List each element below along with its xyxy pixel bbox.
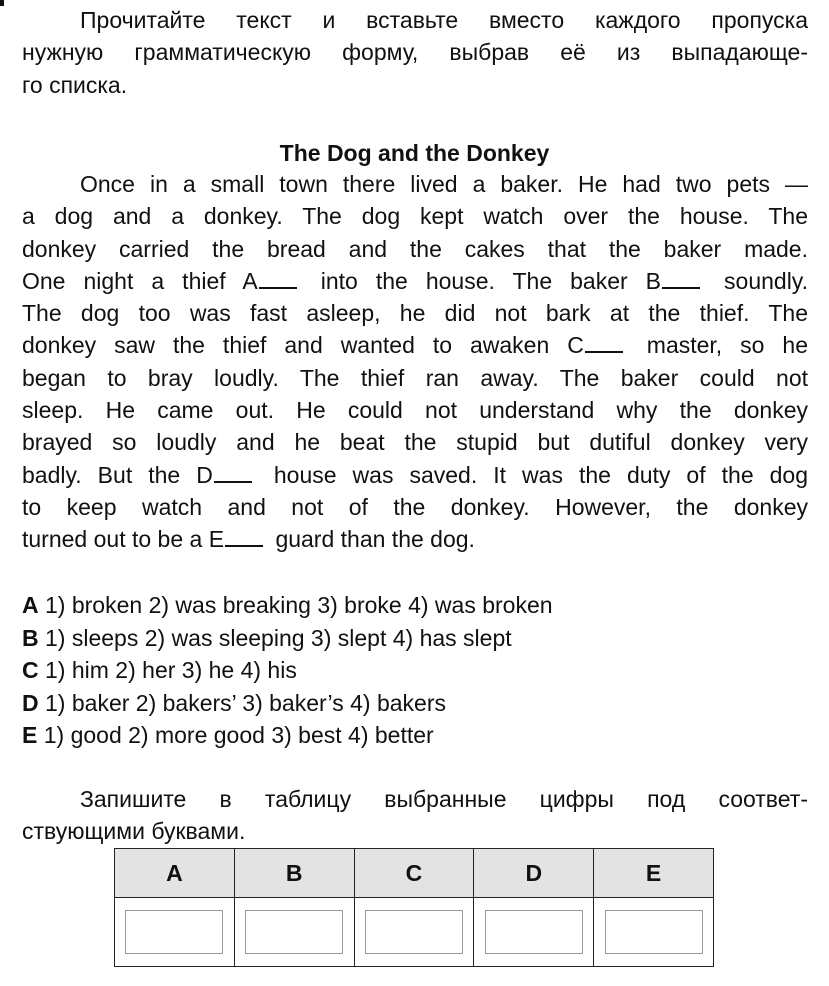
gap-a-blank: [259, 269, 297, 289]
option-row-a: [22, 589, 808, 622]
gap-e-blank: [225, 527, 263, 547]
option-row-b: [22, 622, 808, 655]
task-line: ствующими буквами.: [22, 818, 246, 845]
story-fragment: house was saved. It was the duty of the dog: [273, 461, 808, 488]
instruction-line: го списка.: [22, 71, 128, 98]
answer-cell: [474, 898, 594, 967]
story-line: a dog and a donkey. The dog kept watch over the house. The: [22, 203, 808, 230]
option-row-e: [22, 719, 808, 752]
story-fragment: One night a thief A: [22, 267, 258, 294]
story-fragment: badly. But the D: [22, 461, 213, 488]
option-letter: A: [22, 592, 39, 618]
column-header-c: C: [354, 849, 474, 898]
story-line: Once in a small town there lived a baker. He had two pets —: [80, 171, 808, 197]
story-line: to keep watch and not of the donkey. However, the donkey: [22, 493, 808, 520]
answer-input-e[interactable]: [605, 910, 703, 954]
story-fragment: into the house. The baker B: [320, 267, 662, 294]
story-text: [22, 168, 808, 556]
answer-options: [22, 589, 808, 752]
answer-cell: [594, 898, 714, 967]
story-line: The dog too was fast asleep, he did not bark at the thief. The: [22, 300, 808, 327]
option-row-d: [22, 687, 808, 720]
story-line: began to bray loudly. The thief ran away. The baker could not: [22, 364, 808, 391]
answer-input-a[interactable]: [125, 910, 223, 954]
gap-b-blank: [662, 269, 700, 289]
instruction-text: [22, 4, 808, 101]
story-fragment: master, so he: [646, 332, 808, 359]
instruction-line: нужную грамматическую форму, выбрав её из выпадающе-: [22, 39, 808, 66]
option-row-c: [22, 654, 808, 687]
column-header-e: E: [594, 849, 714, 898]
column-header-d: D: [474, 849, 594, 898]
option-choices: 1) broken 2) was breaking 3) broke 4) was broken: [45, 592, 553, 618]
gap-d-blank: [214, 463, 252, 483]
task-line: Запишите в таблицу выбранные цифры под соответ-: [80, 786, 808, 812]
story-line: sleep. He came out. He could not understand why the donkey: [22, 397, 808, 424]
story-fragment: donkey saw the thief and wanted to awaken C: [22, 332, 584, 359]
answer-cell: [234, 898, 354, 967]
option-choices: 1) sleeps 2) was sleeping 3) slept 4) has slept: [45, 624, 512, 651]
instruction-line: Прочитайте текст и вставьте вместо каждого пропуска: [80, 7, 808, 33]
answer-cell: [354, 898, 474, 967]
story-line: brayed so loudly and he beat the stupid but dutiful donkey very: [22, 429, 808, 456]
column-header-b: B: [234, 849, 354, 898]
option-letter: D: [22, 689, 39, 716]
task-instruction: [22, 783, 808, 848]
answer-input-b[interactable]: [245, 910, 343, 954]
column-header-a: A: [115, 849, 235, 898]
answer-table: [114, 848, 714, 967]
gap-c-blank: [585, 333, 623, 353]
story-title: The Dog and the Donkey: [279, 140, 550, 166]
story-fragment: turned out to be a E: [22, 526, 225, 553]
story-fragment: soundly.: [724, 267, 808, 294]
story-line: donkey carried the bread and the cakes that the baker made.: [22, 235, 808, 262]
story-fragment: guard than the dog.: [275, 526, 475, 553]
option-letter: E: [22, 722, 38, 748]
answer-cell: [115, 898, 235, 967]
option-choices: 1) good 2) more good 3) best 4) better: [43, 722, 434, 748]
scan-corner-mark: [0, 0, 4, 6]
option-letter: B: [22, 624, 39, 651]
answer-table-row: [115, 898, 714, 967]
option-letter: C: [22, 657, 39, 683]
answer-table-header: [115, 849, 714, 898]
answer-input-c[interactable]: [365, 910, 463, 954]
option-choices: 1) baker 2) bakers’ 3) baker’s 4) bakers: [45, 689, 446, 716]
option-choices: 1) him 2) her 3) he 4) his: [45, 657, 297, 683]
answer-input-d[interactable]: [485, 910, 583, 954]
